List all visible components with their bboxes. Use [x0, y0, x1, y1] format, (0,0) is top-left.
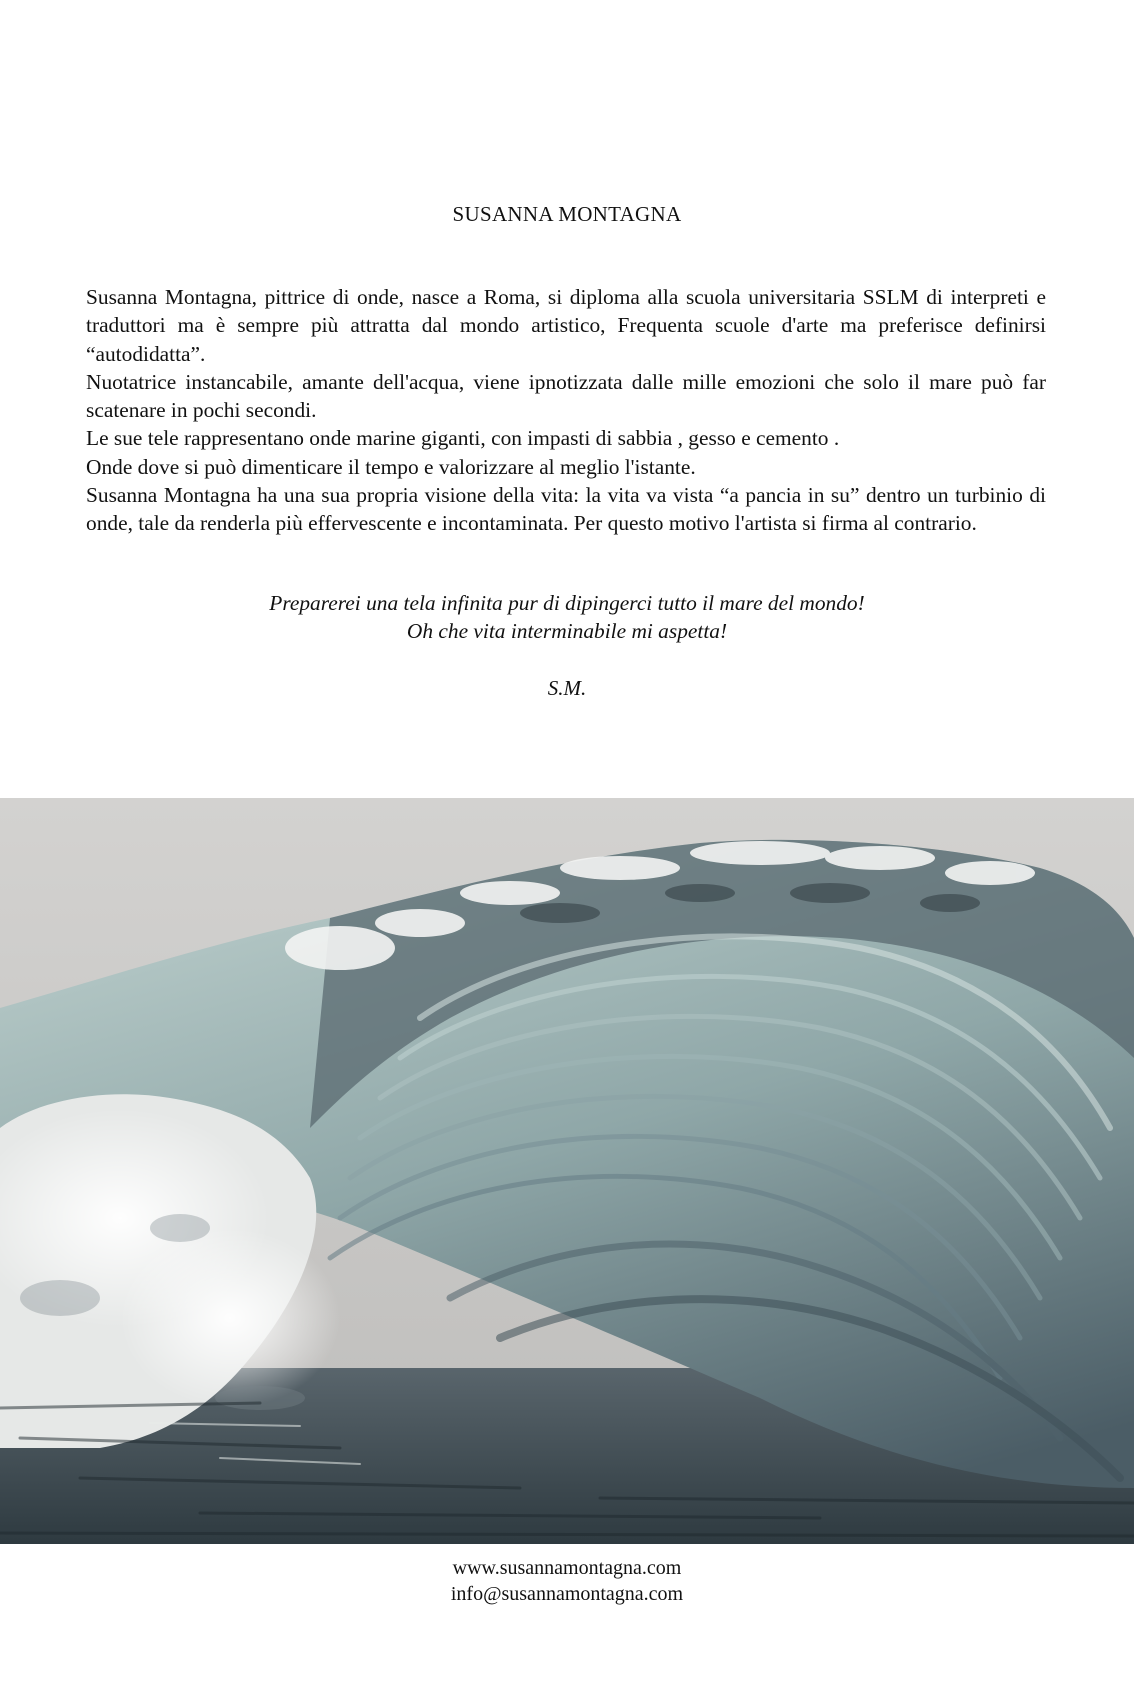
bio-paragraph: Susanna Montagna ha una sua propria visione della vita: la vita va vista “a pancia in su” dentro un turbinio di onde, tale da renderla più effervescente e incontaminata. Per questo motivo l'artista si firma al contrario.: [86, 483, 1046, 536]
wave-painting: [0, 798, 1134, 1544]
quote-signature: S.M.: [547, 676, 587, 700]
bio-paragraph: Le sue tele rappresentano onde marine giganti, con impasti di sabbia , gesso e cemento .: [86, 426, 840, 451]
email-link[interactable]: info@susannamontagna.com: [450, 1583, 684, 1605]
bio-paragraph: Susanna Montagna, pittrice di onde, nasce a Roma, si diploma alla scuola universitaria SSLM di interpreti e traduttori ma è sempre più attratta dal mondo artistico, Frequenta scuole d'arte ma preferisce definirsi “autodidatta”.: [86, 285, 1046, 366]
bio-paragraph: Onde dove si può dimenticare il tempo e valorizzare al meglio l'istante.: [86, 454, 696, 479]
contact-info: [0, 1555, 1134, 1607]
page-title: SUSANNA MONTAGNA: [452, 202, 682, 226]
biography: [86, 283, 1046, 538]
quote-line: Preparerei una tela infinita pur di dipingerci tutto il mare del mondo!: [269, 591, 865, 615]
bio-paragraph: Nuotatrice instancabile, amante dell'acqua, viene ipnotizzata dalle mille emozioni che solo il mare può far scatenare in pochi secondi.: [86, 369, 1046, 423]
quote-line: Oh che vita interminabile mi aspetta!: [406, 619, 728, 643]
artist-quote: [0, 589, 1134, 645]
website-link[interactable]: www.susannamontagna.com: [452, 1557, 682, 1579]
